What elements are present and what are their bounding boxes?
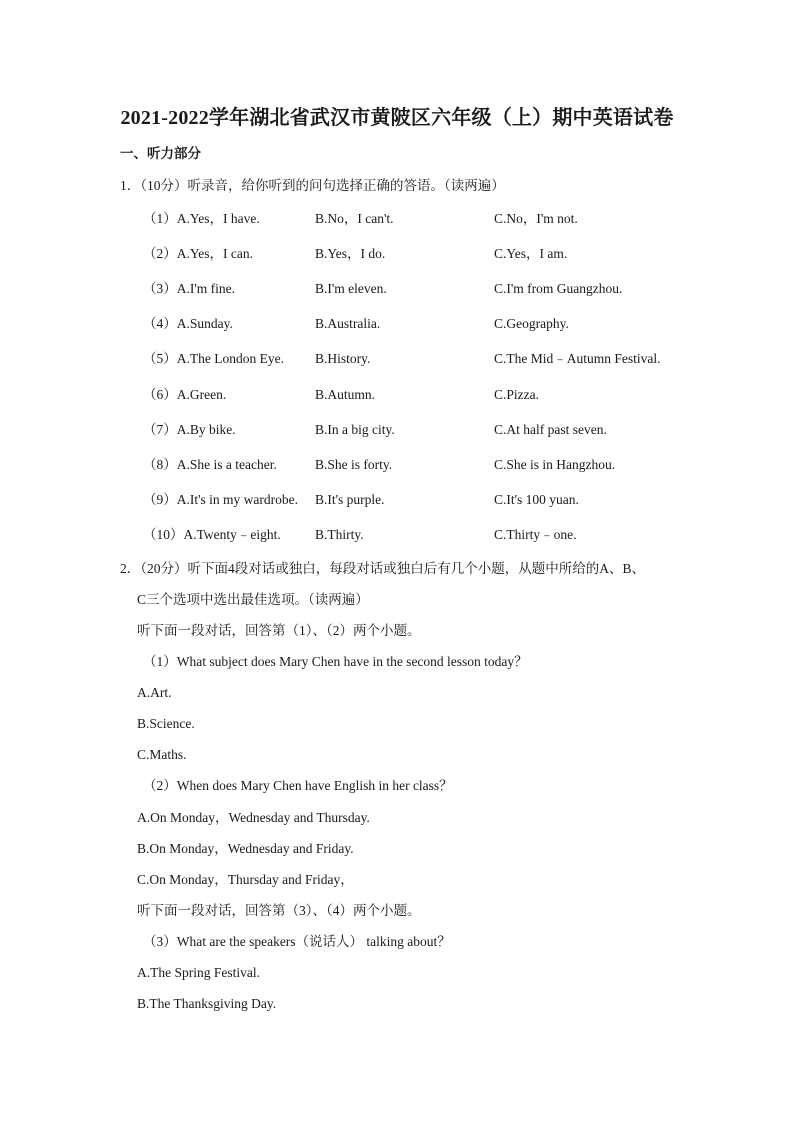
option-a: （7）A.By bike. — [143, 422, 236, 437]
section-heading-listening: 一、听力部分 — [120, 146, 201, 161]
question-1-item — [0, 279, 794, 299]
page-title: 2021-2022学年湖北省武汉市黄陂区六年级（上）期中英语试卷 — [120, 107, 674, 129]
option-c: C.She is in Hangzhou. — [494, 457, 616, 472]
question-1-stem: 1．（10分）听录音，给你听到的问句选择正确的答语。（读两遍） — [120, 178, 505, 193]
option-c: C.Maths. — [137, 747, 187, 762]
option-b: B.The Thanksgiving Day. — [137, 996, 277, 1011]
option-c: C.Pizza. — [494, 387, 539, 402]
sub-question: （3）What are the speakers（说话人） talking about？ — [143, 934, 451, 949]
option-c: C.I'm from Guangzhou. — [494, 281, 623, 296]
option-c: C.Yes，I am. — [494, 246, 568, 261]
option-b: B.It's purple. — [315, 492, 385, 507]
option-a: （9）A.It's in my wardrobe. — [143, 492, 299, 507]
option-b: B.In a big city. — [315, 422, 395, 437]
question-2-stem-continued: C三个选项中选出最佳选项。（读两遍） — [137, 592, 369, 607]
option-b: B.Autumn. — [315, 387, 376, 402]
dialogue-instruction: 听下面一段对话，回答第（3）、（4）两个小题。 — [137, 903, 421, 918]
option-b: B.She is forty. — [315, 457, 393, 472]
question-1-item — [0, 490, 794, 510]
option-a: （2）A.Yes，I can. — [143, 246, 253, 261]
option-a: （8）A.She is a teacher. — [143, 457, 277, 472]
option-b: B.Australia. — [315, 316, 381, 331]
question-1-item — [0, 349, 794, 369]
option-c: C.At half past seven. — [494, 422, 607, 437]
option-a: A.Art. — [137, 685, 172, 700]
option-b: B.Yes，I do. — [315, 246, 386, 261]
option-b: B.Science. — [137, 716, 195, 731]
option-a: （5）A.The London Eye. — [143, 351, 284, 366]
question-1-item — [0, 385, 794, 405]
option-c: C.The Mid﹣Autumn Festival. — [494, 351, 661, 366]
option-a: （10）A.Twenty﹣eight. — [143, 527, 281, 542]
option-c: C.No，I'm not. — [494, 211, 578, 226]
option-a: （4）A.Sunday. — [143, 316, 233, 331]
option-c: C.Thirty﹣one. — [494, 527, 577, 542]
question-1-item — [0, 525, 794, 545]
option-a: A.The Spring Festival. — [137, 965, 260, 980]
option-a: （3）A.I'm fine. — [143, 281, 236, 296]
question-1-item — [0, 420, 794, 440]
option-a: （6）A.Green. — [143, 387, 227, 402]
option-a: A.On Monday，Wednesday and Thursday. — [137, 810, 370, 825]
option-a: （1）A.Yes，I have. — [143, 211, 260, 226]
dialogue-instruction: 听下面一段对话，回答第（1）、（2）两个小题。 — [137, 623, 421, 638]
question-1-item — [0, 244, 794, 264]
option-b: B.On Monday，Wednesday and Friday. — [137, 841, 354, 856]
sub-question: （1）What subject does Mary Chen have in the second lesson today？ — [143, 654, 528, 669]
option-b: B.No，I can't. — [315, 211, 394, 226]
option-b: B.I'm eleven. — [315, 281, 387, 296]
option-c: C.On Monday，Thursday and Friday， — [137, 872, 354, 887]
question-1-item — [0, 314, 794, 334]
sub-question: （2）When does Mary Chen have English in her class？ — [143, 778, 453, 793]
option-b: B.History. — [315, 351, 371, 366]
option-b: B.Thirty. — [315, 527, 364, 542]
question-1-item — [0, 209, 794, 229]
option-c: C.Geography. — [494, 316, 569, 331]
question-1-item — [0, 455, 794, 475]
option-c: C.It's 100 yuan. — [494, 492, 579, 507]
question-2-stem: 2．（20分）听下面4段对话或独白，每段对话或独白后有几个小题，从题中所给的A、B、 — [120, 561, 646, 576]
